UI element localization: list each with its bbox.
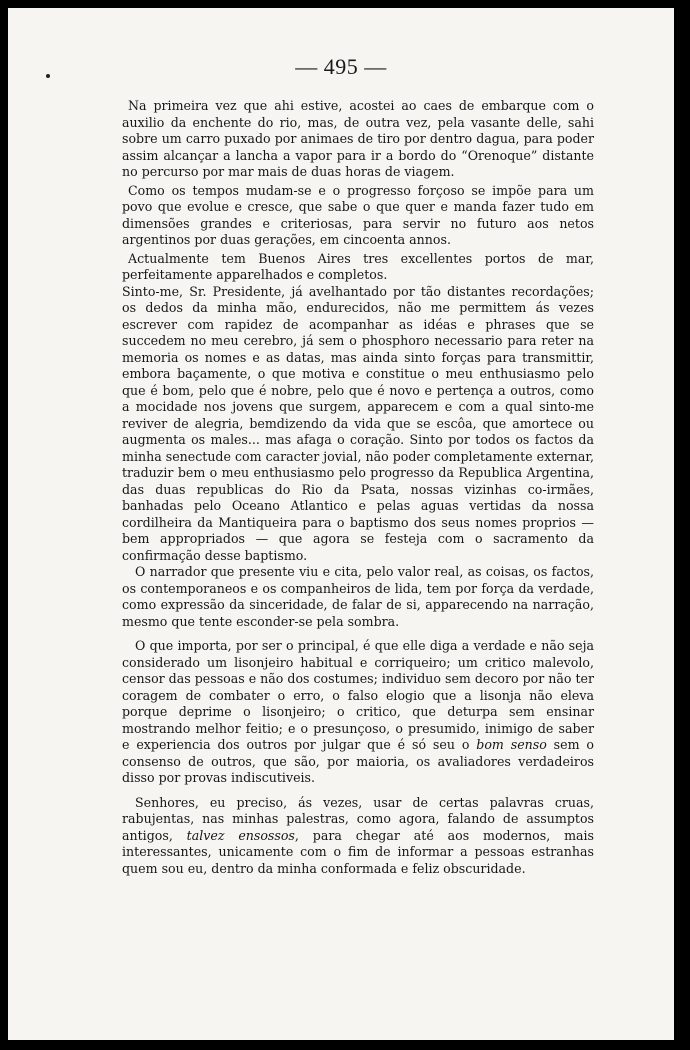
paragraph-7-emphasis: talvez ensossos	[186, 827, 295, 843]
paragraph-3: Actualmente tem Buenos Aires tres excellentes portos de mar, perfeitamente apparelhados e completos.	[122, 250, 594, 282]
book-page	[8, 8, 674, 1040]
paragraph-7-pre: Senhores, eu preciso, ás vezes, usar de certas palavras cruas, rabujentas, nas minhas palestras, como agora, falando de assumptos antigos,	[122, 794, 594, 843]
paragraph-6	[122, 638, 594, 787]
body-text	[122, 98, 594, 883]
paragraph-1: Na primeira vez que ahi estive, acostei ao caes de embarque com o auxilio da enchente do rio, mas, de outra vez, pela vasante delle, sahi sobre um carro puxado por animaes de tiro por dentro dagua, para poder assim alcançar a lancha a vapor para ir a bordo do “Orenoque” distante no percurso por mar mais de duas horas de viagem.	[122, 98, 594, 179]
paragraph-2: Como os tempos mudam-se e o progresso forçoso se impõe para um povo que evolue e cresce, que sabe o que quer e manda fazer tudo em dimensões grandes e criteriosas, para servir no futuro aos netos argentinos por duas gerações, em cincoenta annos.	[122, 182, 594, 247]
stray-ink-mark	[46, 74, 50, 78]
paragraph-7	[122, 795, 594, 878]
paragraph-6-emphasis: bom senso	[476, 737, 547, 752]
paragraph-7-post: , para chegar até aos modernos, mais interessantes, unicamente com o fim de informar a pessoas estranhas quem sou eu, dentro da minha conformada e feliz obscuridade.	[122, 827, 595, 876]
paragraph-4: Sinto-me, Sr. Presidente, já avelhantado por tão distantes recordações; os dedos da minha mão, endurecidos, não me permittem ás vezes escrever com rapidez de acompanhar as idéas e phrases que se succedem no meu cerebro, já sem o phosphoro necessario para reter na memoria os nomes e as datas, mas ainda sinto forças para transmittir, embora baçamente, o que motiva e constitue o meu enthusiasmo pelo que é bom, pelo que é nobre, pelo que é novo e pertença a outros, como a mocidade nos jovens que surgem, apparecem e com a qual sinto-me reviver de alegria, bemdizendo da vida que se escôa, que amortece ou augmenta os males... mas afaga o coração. Sinto por todos os factos da minha senectude com caracter jovial, não poder completamente externar, traduzir bem o meu enthusiasmo pelo progresso da Republica Argentina, das duas republicas do Rio da Psata, nossas vizinhas co-irmães, banhadas pelo Oceano Atlantico e pelas aguas vertidas da nossa cordilheira da Mantiqueira para o baptismo dos seus nomes proprios — bem appropriados — que agora se festeja com o sacramento da confirmação desse baptismo.	[122, 283, 594, 563]
page-number: — 495 —	[295, 54, 387, 79]
paragraph-6-post: sem o consenso de outros, que são, por maioria, os avaliadores verdadeiros disso por provas indiscutiveis.	[122, 737, 594, 785]
paragraph-6-pre: O que importa, por ser o principal, é que elle diga a verdade e não seja considerado um lisonjeiro habitual e corriqueiro; um critico malevolo, censor das pessoas e não dos costumes; individuo sem decoro por não ter coragem de combater o erro, o falso elogio que a lisonja não eleva porque deprime o lisonjeiro; o critico, que deturpa sem ensinar mostrando melhor feitio; e o presunçoso, o presumido, inimigo de saber e experiencia dos outros por julgar que é só seu o	[122, 638, 595, 752]
paragraph-5: O narrador que presente viu e cita, pelo valor real, as coisas, os factos, os contemporaneos e os companheiros de lida, tem por força da verdade, como expressão da sinceridade, de falar de si, apparecendo na narração, mesmo que tente esconder-se pela sombra.	[122, 564, 594, 629]
